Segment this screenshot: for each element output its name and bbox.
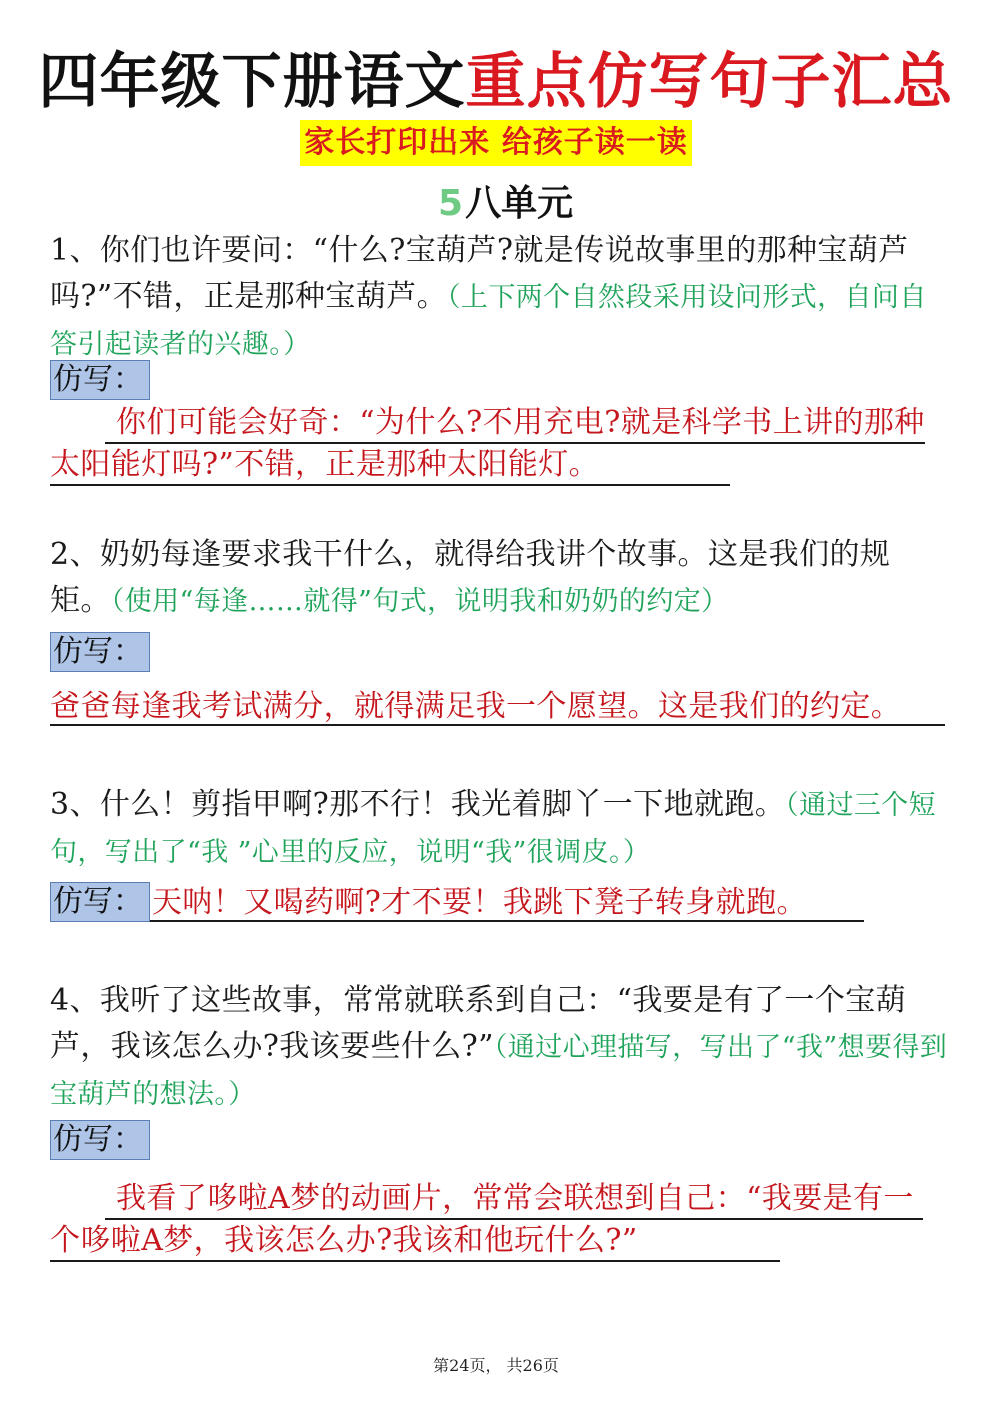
page-title: [0, 42, 992, 122]
item-3-label: 仿写：: [50, 882, 150, 922]
item-3-sentence: 3、什么！剪指甲啊?那不行！我光着脚丫一下地就跑。: [50, 787, 786, 822]
item-4-note: （通过心理描写，写出了“我”想要得到宝葫芦的想法。）: [50, 1032, 948, 1110]
item-4-underline-1: [105, 1218, 923, 1220]
title-red-part: 重点仿写句子汇总: [465, 47, 954, 117]
item-1-sentence-block: [50, 228, 950, 368]
unit-title: 八单元: [465, 183, 574, 224]
item-2-sentence-block: [50, 532, 950, 625]
item-4-sentence: 4、我听了这些故事，常常就联系到自己：“我要是有了一个宝葫芦，我该怎么办?我该要些什么?”: [50, 983, 907, 1064]
item-1-answer: 你们可能会好奇：“为什么?不用充电?就是科学书上讲的那种太阳能灯吗?”不错，正是那种太阳能灯。: [50, 405, 925, 482]
item-3-answer: 天呐！又喝药啊?才不要！我跳下凳子转身就跑。: [152, 885, 807, 920]
subtitle-text: 家长打印出来 给孩子读一读: [300, 120, 691, 166]
item-4-sentence-block: [50, 978, 950, 1118]
page-footer: 第24页， 共26页: [433, 1356, 559, 1375]
unit-glyph: 5: [438, 183, 464, 224]
item-3-note: （通过三个短句，写出了“我 ”心里的反应，说明“我”很调皮。）: [50, 790, 937, 868]
subtitle-banner: [0, 120, 992, 166]
item-2-label: 仿写：: [50, 632, 150, 672]
item-1-underline-1: [105, 442, 925, 444]
item-3-underline: [150, 920, 864, 922]
item-1-note: （上下两个自然段采用设问形式，自问自答引起读者的兴趣。）: [50, 282, 927, 360]
item-1-underline-2: [50, 484, 730, 486]
item-2-answer: 爸爸每逢我考试满分，就得满足我一个愿望。这是我们的约定。: [50, 689, 902, 724]
title-black-part: 四年级下册语文: [38, 47, 466, 117]
unit-heading: [438, 180, 573, 228]
item-4-label: 仿写：: [50, 1120, 150, 1160]
item-2-underline: [50, 724, 945, 726]
item-1-label: 仿写：: [50, 360, 150, 400]
item-3-sentence-block: [50, 782, 950, 876]
item-1-sentence: 1、你们也许要问：“什么?宝葫芦?就是传说故事里的那种宝葫芦吗?”不错，正是那种宝葫芦。: [50, 233, 909, 314]
item-4-answer: 我看了哆啦A梦的动画片，常常会联想到自己：“我要是有一个哆啦A梦，我该怎么办?我该和他玩什么?”: [50, 1181, 914, 1258]
item-4-underline-2: [50, 1260, 780, 1262]
item-2-note: （使用“每逢……就得”句式，说明我和奶奶的约定）: [110, 586, 729, 617]
item-2-sentence: 2、奶奶每逢要求我干什么，就得给我讲个故事。这是我们的规矩。: [50, 537, 891, 618]
